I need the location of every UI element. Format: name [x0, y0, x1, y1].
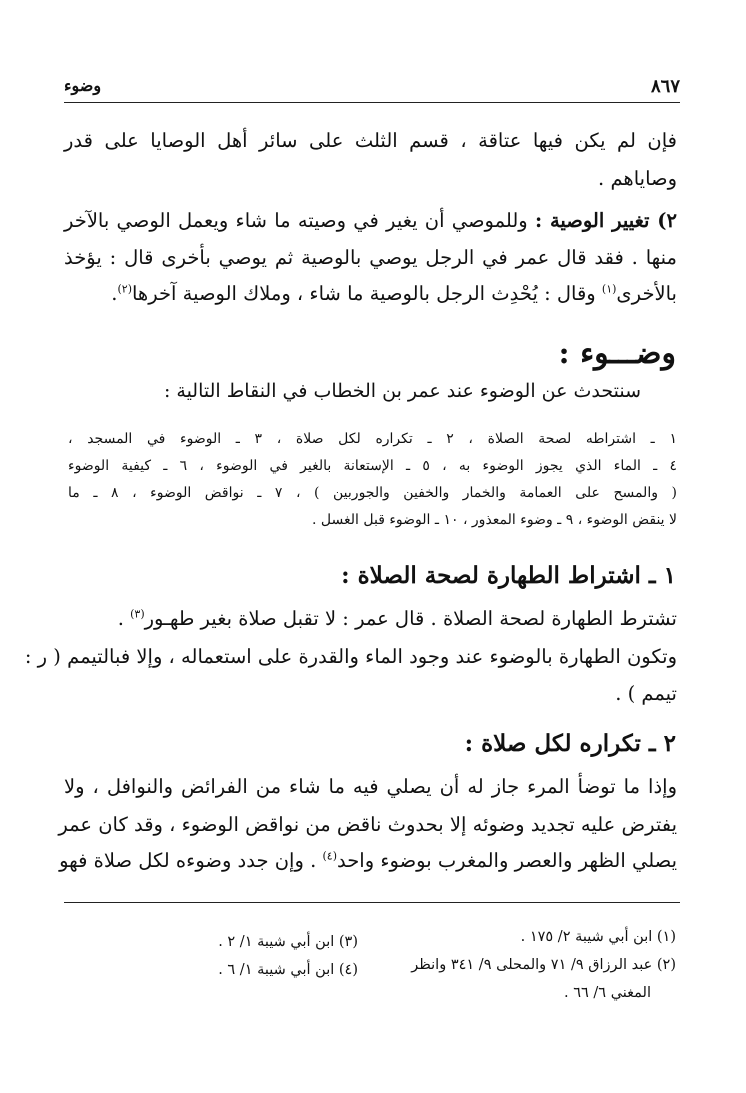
page-header [64, 76, 680, 98]
paragraph-line [59, 848, 677, 873]
footnote: (٤) ابن أبي شيبة ١/ ٦ . [218, 962, 358, 978]
paragraph-line: تيمم ) . [615, 682, 677, 705]
paragraph-line: يفترض عليه تجديد وضوئه إلا بحدوث ناقض من نواقض الوضوء ، وقد كان عمر [58, 813, 677, 836]
footnote-rule [64, 902, 680, 903]
footnote-ref: (٤) [322, 849, 337, 863]
text-run: . [117, 607, 131, 630]
paragraph-line: وإذا ما توضأ المرء جاز له أن يصلي فيه ما شاء من الفرائض والنوافل ، ولا [64, 775, 677, 798]
footnote: (٢) عبد الرزاق ٩/ ٧١ والمحلى ٩/ ٣٤١ وانظر [411, 957, 676, 973]
toc-line: ( والمسح على العمامة والخمار والخفين والجوربين ) ، ٧ ـ نواقض الوضوء ، ٨ ـ ما [68, 485, 677, 501]
paragraph-line: فإن لم يكن فيها عتاقة ، قسم الثلث على سائر أهل الوصايا على قدر [64, 129, 677, 152]
running-title: وضوء [64, 76, 102, 95]
header-rule [64, 102, 680, 103]
text-run: وقال : يُحْدِث الرجل بالوصية ما شاء ، وملاك الوصية آخرها [131, 282, 602, 305]
toc-line: لا ينقض الوضوء ، ٩ ـ وضوء المعذور ، ١٠ ـ الوضوء قبل الغسل . [312, 512, 677, 528]
toc-line: ١ ـ اشتراطه لصحة الصلاة ، ٢ ـ تكراره لكل صلاة ، ٣ ـ الوضوء في المسجد ، [68, 431, 677, 447]
text-run: . وإن جدد وضوءه لكل صلاة فهو [59, 849, 323, 872]
footnote: (٣) ابن أبي شيبة ١/ ٢ . [218, 934, 358, 950]
footnote: (١) ابن أبي شيبة ٢/ ١٧٥ . [520, 929, 676, 945]
item-label: ٢) تغيير الوصية : [534, 209, 677, 232]
paragraph-line [64, 208, 677, 233]
paragraph-line: منها . فقد قال عمر في الرجل يوصي بالوصية ثم يوصي بأخرى قال : يؤخذ [64, 246, 677, 269]
text-run: يصلي الظهر والعصر والمغرب بوضوء واحد [337, 849, 677, 872]
toc-line: ٤ ـ الماء الذي يجوز الوضوء به ، ٥ ـ الإستعانة بالغير في الوضوء ، ٦ ـ كيفية الوضوء [68, 458, 677, 474]
item-text: وللموصي أن يغير في وصيته ما شاء ويعمل الوصي بالآخر [64, 209, 535, 232]
footnote-ref: (١) [601, 282, 617, 296]
text-run: تشترط الطهارة لصحة الصلاة . قال عمر : لا تقبل صلاة بغير طهـور [144, 607, 677, 630]
paragraph-line: وصاياهم . [598, 167, 677, 190]
text-run: . [111, 282, 118, 305]
paragraph-line [64, 281, 677, 306]
footnote-ref: (٢) [117, 282, 132, 296]
section-heading: ١ ـ اشتراط الطهارة لصحة الصلاة : [341, 562, 676, 589]
main-heading: وضـــوء : [558, 336, 676, 371]
page-number: ٨٦٧ [650, 76, 680, 97]
text-run: بالأخرى [616, 282, 677, 305]
intro-text: سنتحدث عن الوضوء عند عمر بن الخطاب في النقاط التالية : [163, 380, 641, 402]
footnote: المغني ٦/ ٦٦ . [564, 985, 651, 1001]
paragraph-line [64, 606, 677, 631]
section-heading: ٢ ـ تكراره لكل صلاة : [464, 730, 676, 757]
footnote-ref: (٣) [130, 607, 145, 621]
paragraph-line: وتكون الطهارة بالوضوء عند وجود الماء والقدرة على استعماله ، وإلا فبالتيمم ( ر : [24, 645, 677, 668]
